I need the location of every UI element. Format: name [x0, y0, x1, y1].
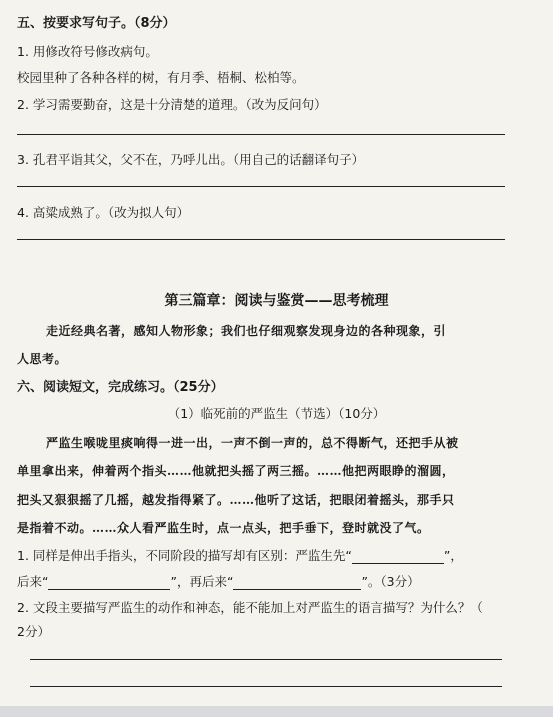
bottom-edge-band [0, 706, 553, 717]
chapter-intro-line2: 人思考。 [17, 352, 68, 366]
section6-q1-line2 [17, 572, 420, 590]
q1-text-e: ”。（3分） [361, 574, 420, 589]
answer-line-q2[interactable] [17, 134, 505, 135]
chapter-title: 第三篇章：阅读与鉴赏——思考梳理 [164, 293, 389, 309]
passage-line: 单里拿出来，伸着两个指头……他就把头摇了两三摇。……他把两眼睁的溜圆， [17, 464, 455, 478]
passage-line: 把头又狠狠摇了几摇，越发指得紧了。……他听了这话，把眼闭着摇头，那手只 [17, 493, 455, 507]
section6-q2-line2: 2分） [17, 624, 50, 639]
q1-text-d: ”，再后来“ [170, 574, 234, 589]
q1-text-b: ”， [443, 548, 463, 563]
answer-line-s6-q2-1[interactable] [30, 659, 502, 660]
passage-line: 是指着不动。……众人看严监生时，点一点头，把手垂下，登时就没了气。 [17, 521, 430, 535]
section5-heading: 五、按要求写句子。（8分） [17, 16, 176, 31]
passage-line: 严监生喉咙里痰响得一进一出，一声不倒一声的，总不得断气，还把手从被 [46, 436, 459, 450]
q1-text-c: 后来“ [17, 574, 49, 589]
section5-q1-label: 1. 用修改符号修改病句。 [17, 44, 158, 59]
section5-q2-text: 2. 学习需要勤奋，这是十分清楚的道理。（改为反问句） [17, 97, 327, 112]
answer-line-s6-q2-2[interactable] [30, 686, 502, 687]
section5-q4-text: 4. 高粱成熟了。（改为拟人句） [17, 205, 190, 220]
q1-blank-1[interactable] [352, 551, 444, 564]
q1-blank-2[interactable] [48, 577, 170, 590]
section5-q1-sentence: 校园里种了各种各样的树，有月季、梧桐、松柏等。 [17, 70, 305, 85]
answer-line-q3[interactable] [17, 186, 505, 187]
answer-line-q4[interactable] [17, 239, 505, 240]
q1-blank-3[interactable] [233, 577, 361, 590]
q1-text-a: 1. 同样是伸出手指头，不同阶段的描写却有区别：严监生先“ [17, 548, 352, 563]
section6-heading: 六、阅读短文，完成练习。（25分） [17, 380, 224, 395]
section6-q2-line1: 2. 文段主要描写严监生的动作和神态，能不能加上对严监生的语言描写？为什么？（ [17, 600, 483, 615]
chapter-intro-line1: 走近经典名著，感知人物形象；我们也仔细观察发现身边的各种现象，引 [46, 324, 447, 338]
passage-title: （1）临死前的严监生（节选）（10分） [167, 406, 386, 421]
section5-q3-text: 3. 孔君平诣其父，父不在，乃呼儿出。（用自己的话翻译句子） [17, 152, 365, 167]
section6-q1-line1 [17, 546, 463, 564]
